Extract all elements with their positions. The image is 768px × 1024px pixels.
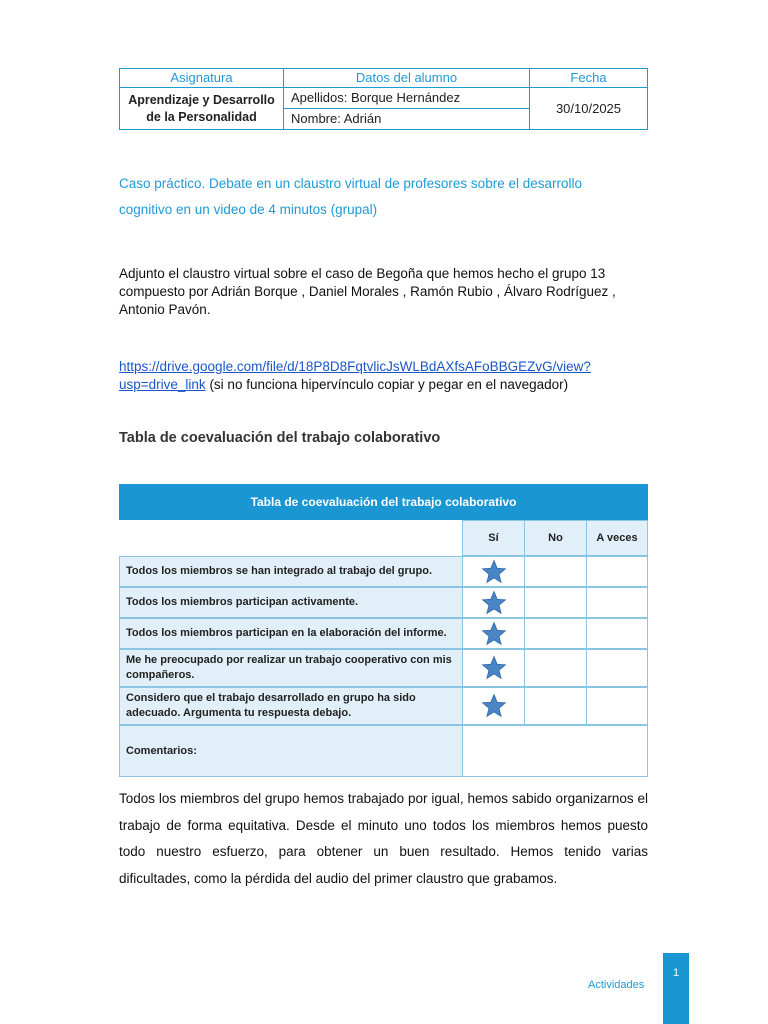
comments-label: Comentarios:	[119, 725, 463, 777]
comment-paragraph: Todos los miembros del grupo hemos trabajado por igual, hemos sabido organizarnos el trabajo de forma equitativa. Desde el minuto uno todos los miembros hemos puesto todo nuestro esfuerzo, para obtener un buen resultado. Hemos tenido varias dificultades, como la pérdida del audio del primer claustro que grabamos.	[119, 791, 648, 886]
no-cell	[524, 649, 587, 687]
yes-cell	[462, 649, 525, 687]
student-name: Nombre: Adrián	[284, 109, 530, 130]
star-icon	[481, 655, 507, 681]
sometimes-cell	[586, 556, 648, 587]
table-row	[119, 587, 648, 618]
yes-cell	[462, 618, 525, 649]
sometimes-cell	[586, 618, 648, 649]
star-icon	[481, 621, 507, 647]
row-label: Todos los miembros participan activamente.	[119, 587, 463, 618]
link-paragraph	[119, 358, 644, 394]
col-no: No	[524, 520, 587, 556]
no-cell	[524, 556, 587, 587]
subject-name: Aprendizaje y Desarrollo de la Personalidad	[120, 88, 284, 130]
comments-cell	[462, 725, 648, 777]
intro-paragraph: Adjunto el claustro virtual sobre el caso de Begoña que hemos hecho el grupo 13 compuesto por Adrián Borque , Daniel Morales , Ramón Rubio , Álvaro Rodríguez , Antonio Pavón.	[119, 266, 616, 317]
sometimes-cell	[586, 687, 648, 725]
no-cell	[524, 687, 587, 725]
yes-cell	[462, 687, 525, 725]
sometimes-cell	[586, 587, 648, 618]
case-title: Caso práctico. Debate en un claustro virtual de profesores sobre el desarrollo cognitivo en un video de 4 minutos (grupal)	[119, 176, 582, 217]
yes-cell	[462, 587, 525, 618]
header-col-student: Datos del alumno	[284, 69, 530, 88]
coeval-header-row	[119, 520, 648, 556]
page-number: 1	[663, 953, 689, 1024]
drive-link[interactable]: https://drive.google.com/file/d/18P8D8FqtvlicJsWLBdAXfsAFoBBGEZvG/view?usp=drive_link	[119, 359, 591, 392]
row-label: Todos los miembros se han integrado al trabajo del grupo.	[119, 556, 463, 587]
row-label: Me he preocupado por realizar un trabajo cooperativo con mis compañeros.	[119, 649, 463, 687]
no-cell	[524, 587, 587, 618]
header-col-subject: Asignatura	[120, 69, 284, 88]
header-col-date: Fecha	[530, 69, 648, 88]
table-row	[119, 687, 648, 725]
sometimes-cell	[586, 649, 648, 687]
header-table	[119, 68, 648, 130]
submission-date: 30/10/2025	[530, 88, 648, 130]
star-icon	[481, 590, 507, 616]
student-surnames: Apellidos: Borque Hernández	[284, 88, 530, 109]
col-yes: Sí	[462, 520, 525, 556]
coeval-heading: Tabla de coevaluación del trabajo colaborativo	[119, 430, 441, 446]
table-row	[119, 556, 648, 587]
star-icon	[481, 693, 507, 719]
no-cell	[524, 618, 587, 649]
table-row	[119, 649, 648, 687]
row-label: Considero que el trabajo desarrollado en grupo ha sido adecuado. Argumenta tu respuesta debajo.	[119, 687, 463, 725]
coeval-table-title: Tabla de coevaluación del trabajo colaborativo	[119, 484, 648, 520]
table-row	[119, 618, 648, 649]
yes-cell	[462, 556, 525, 587]
comments-row	[119, 725, 648, 777]
col-sometimes: A veces	[586, 520, 648, 556]
link-note: (si no funciona hipervínculo copiar y pegar en el navegador)	[205, 377, 569, 392]
footer-label: Actividades	[588, 979, 645, 991]
star-icon	[481, 559, 507, 585]
row-label: Todos los miembros participan en la elaboración del informe.	[119, 618, 463, 649]
